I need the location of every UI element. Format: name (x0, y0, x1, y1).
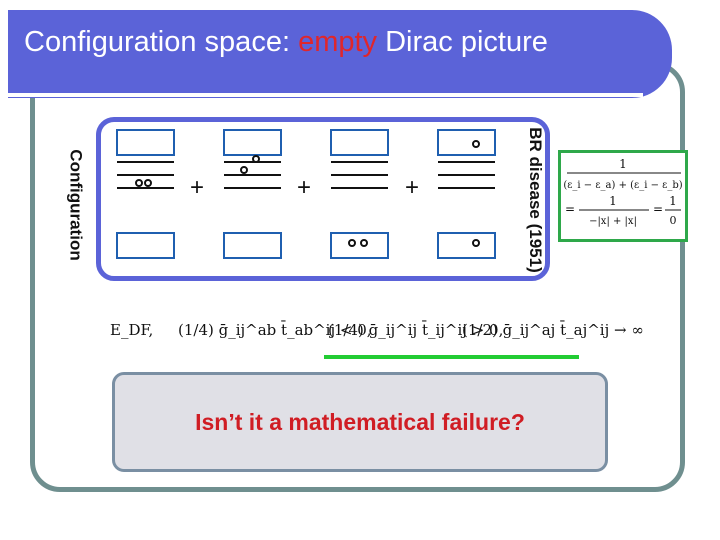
formula-denominator: −|x| + |x| (589, 216, 637, 227)
formula-equals: = (653, 202, 664, 216)
formula-denominator: 0 (669, 214, 677, 227)
title-underline (8, 93, 643, 97)
slide-title (24, 26, 548, 59)
title-highlight: empty (298, 26, 378, 58)
configuration-label: Configuration (66, 149, 86, 261)
equation-term-1: (1/4) ḡ_ij^ab t̄_ab^ij < 0, (178, 321, 372, 339)
configuration-diagram-box (96, 117, 550, 281)
title-prefix: Configuration space: (24, 26, 299, 58)
equation-term-3: (1/2) ḡ_ij^aj t̄_aj^ij → ∞ (462, 321, 644, 339)
formula-numerator: 1 (669, 194, 677, 208)
equation-term-2: (1/4) ḡ_ij^ij t̄_ij^ij > 0, (328, 321, 504, 339)
equation-lhs: E_DF, (110, 321, 154, 339)
question-callout (112, 372, 608, 472)
title-suffix: Dirac picture (377, 26, 548, 58)
divergence-formula-box (558, 150, 688, 242)
formula-equals: = (565, 202, 576, 216)
br-disease-label: BR disease (1951) (525, 127, 545, 273)
plus-sign: + (297, 174, 312, 201)
formula-numerator: 1 (619, 157, 627, 171)
formula-svg (561, 153, 685, 239)
green-underline (324, 355, 579, 359)
formula-numerator: 1 (609, 194, 617, 208)
plus-sign: + (405, 174, 420, 201)
formula-denominator: (ε_i − ε_a) + (ε_i − ε_b) (563, 180, 683, 191)
plus-sign: + (190, 174, 205, 201)
question-text: Isn’t it a mathematical failure? (195, 409, 525, 435)
